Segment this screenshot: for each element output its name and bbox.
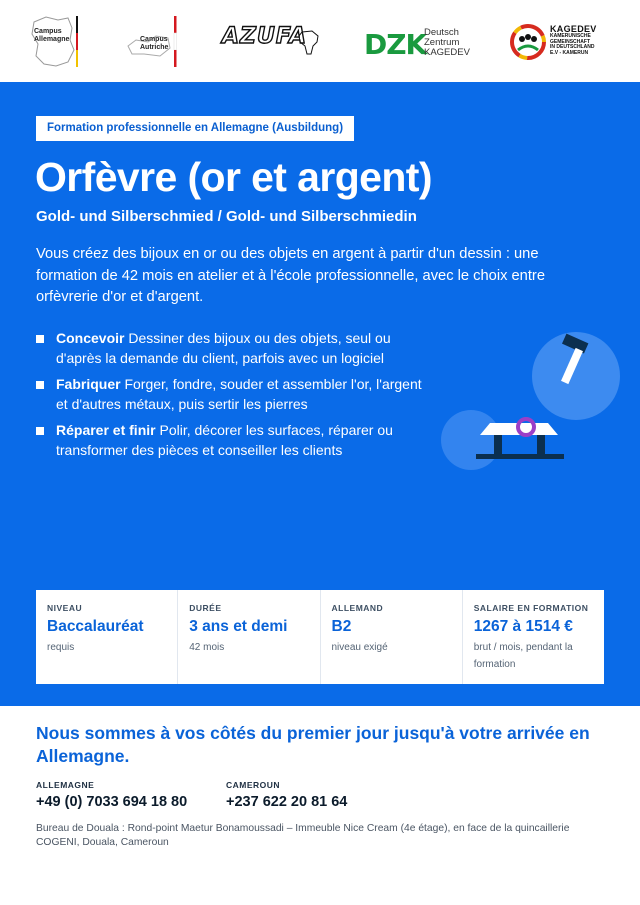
logo-text-line1: Campus — [140, 36, 168, 43]
stat-note: 42 mois — [189, 642, 225, 653]
contact-label: ALLEMAGNE — [36, 780, 95, 790]
stat-duree — [178, 590, 320, 684]
dzk-line3: KAGEDEV — [424, 47, 470, 58]
office-address: Bureau de Douala : Rond-point Maetur Bonamoussadi – Immeuble Nice Cream (4e étage), en face de la quincaillerie COGENI, Douala, Cameroun — [36, 823, 570, 848]
square-bullet-icon — [36, 427, 44, 435]
azufa-logo[interactable] — [222, 24, 322, 60]
list-item — [36, 375, 426, 414]
contact-cameroon — [226, 780, 347, 810]
dzk-wordmark: DZK — [364, 28, 427, 61]
page-title: Orfèvre (or et argent) — [35, 154, 432, 200]
kagedev-line1: KAMERUNISCHE — [550, 33, 591, 39]
stat-allemand — [321, 590, 463, 684]
list-item — [36, 329, 426, 368]
background-circle-small — [441, 410, 501, 470]
stat-label: DURÉE — [189, 603, 222, 613]
intro-paragraph: Vous créez des bijoux en or ou des objets en argent à partir d'un dessin : une formation de 42 mois en atelier et à l'école professionnelle, avec le choix entre orfèvrerie d'or et d'argent. — [36, 246, 545, 305]
kagedev-logo[interactable] — [510, 22, 614, 62]
list-item-title: Réparer et finir — [56, 422, 156, 438]
kagedev-line4: E.V - KAMERUN — [550, 49, 589, 56]
dzk-line1: Deutsch — [424, 27, 459, 38]
list-item-title: Concevoir — [56, 330, 125, 346]
category-tag: Formation professionnelle en Allemagne (Ausbildung) — [36, 116, 354, 141]
hero-section — [0, 82, 640, 706]
square-bullet-icon — [36, 335, 44, 343]
stat-label: SALAIRE EN FORMATION — [473, 603, 589, 613]
stat-note: requis — [47, 642, 75, 653]
stat-value: 3 ans et demi — [189, 618, 288, 635]
kagedev-wordmark: KAGEDEV — [550, 24, 597, 34]
stat-value: Baccalauréat — [47, 618, 144, 635]
kagedev-subtitle — [550, 34, 594, 56]
stat-niveau — [36, 590, 178, 684]
list-item-title: Fabriquer — [56, 376, 121, 392]
stat-label: ALLEMAND — [331, 603, 384, 613]
kagedev-line2: GEMEINSCHAFT — [550, 38, 590, 45]
contact-label: CAMEROUN — [226, 780, 281, 790]
dzk-text — [424, 28, 470, 58]
logo-text-line1: Campus — [34, 28, 62, 35]
logo-text-line2: Allemagne — [34, 36, 70, 43]
footer-headline: Nous sommes à vos côtés du premier jour jusqu'à votre arrivée en Allemagne. — [36, 723, 590, 766]
dzk-logo[interactable] — [364, 26, 468, 60]
campus-autriche-logo[interactable] — [126, 16, 180, 68]
stat-salaire — [463, 590, 604, 684]
list-item-text: Dessiner des bijoux ou des objets, seul ou d'après la demande du client, parfois avec un logiciel — [56, 330, 391, 366]
africa-map-icon — [298, 30, 320, 56]
phone-number[interactable]: +237 622 20 81 64 — [226, 794, 348, 810]
community-circle-icon — [510, 24, 546, 60]
stat-value: 1267 à 1514 € — [473, 618, 573, 635]
square-bullet-icon — [36, 381, 44, 389]
phone-number[interactable]: +49 (0) 7033 694 18 80 — [36, 794, 188, 810]
task-list — [36, 329, 426, 467]
german-title: Gold- und Silberschmied / Gold- und Silberschmiedin — [36, 208, 417, 225]
contact-germany — [36, 780, 187, 810]
stat-note: niveau exigé — [331, 642, 388, 653]
logo-text-line2: Autriche — [140, 44, 169, 51]
dzk-line2: Zentrum — [424, 37, 460, 48]
goldsmith-illustration — [430, 322, 630, 482]
list-item-text: Polir, décorer les surfaces, réparer ou transformer des pièces et conseiller les clients — [56, 422, 393, 458]
stat-note: brut / mois, pendant la formation — [473, 642, 573, 670]
stat-value: B2 — [331, 618, 352, 635]
stats-card — [36, 590, 604, 684]
list-item — [36, 421, 426, 460]
logo-bar — [0, 0, 640, 82]
stat-label: NIVEAU — [47, 603, 83, 613]
campus-allemagne-logo[interactable] — [28, 14, 84, 70]
list-item-text: Forger, fondre, souder et assembler l'or, l'argent et d'autres métaux, puis sertir les pierres — [56, 376, 422, 412]
azufa-wordmark: AZUFA — [222, 24, 308, 49]
kagedev-line3: IN DEUTSCHLAND — [550, 44, 595, 51]
